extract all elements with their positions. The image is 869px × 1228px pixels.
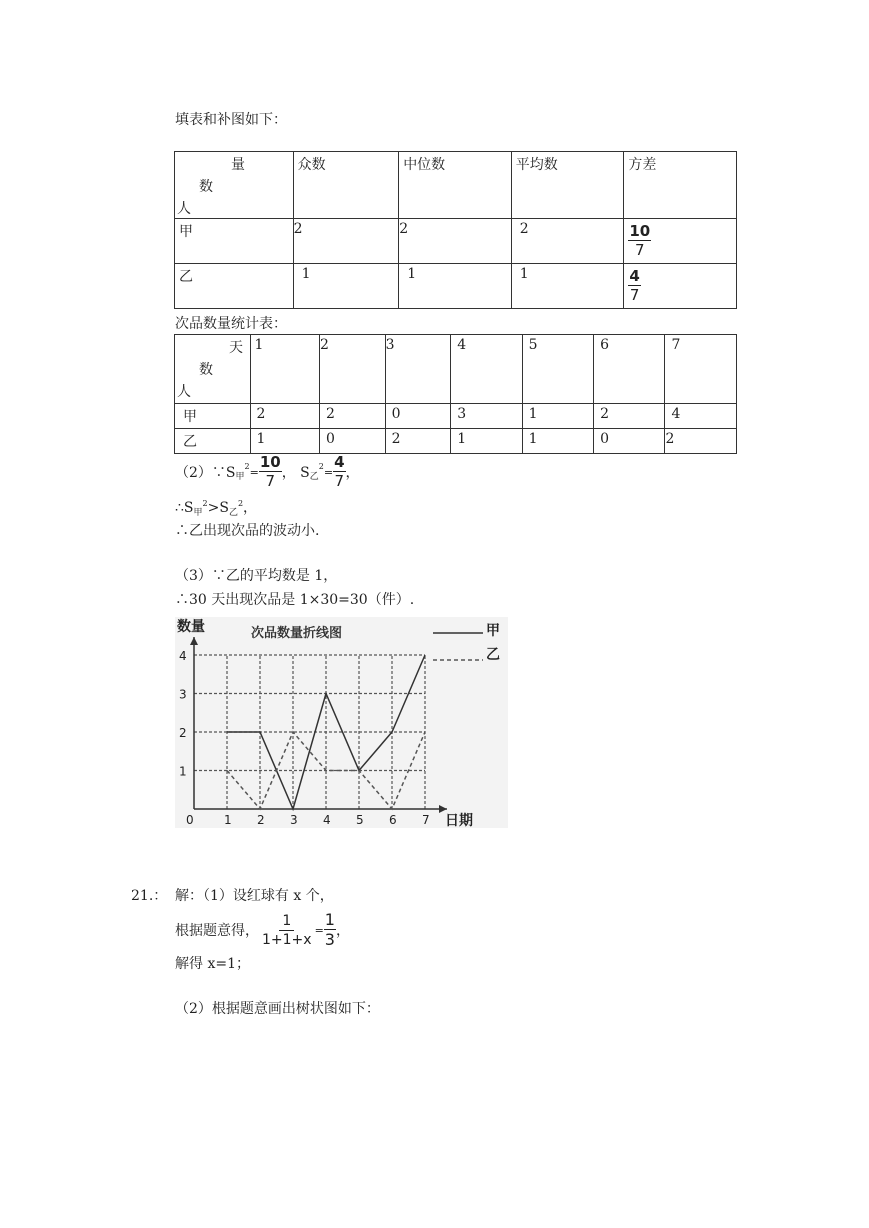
y-axis-label: 数量 (177, 619, 205, 635)
day-header: 7 (665, 335, 737, 404)
day-header: 5 (522, 335, 593, 404)
part2-line1: （2）∵S 甲 2 = $\frac{10}{7}$ ， S 乙 2 = $\frac{4}{7}$ ， (175, 453, 360, 490)
q21-number: 21.： (131, 888, 168, 904)
legend-label-jia: 甲 (486, 623, 500, 639)
table-row (175, 264, 737, 309)
cell-count: 4 (665, 404, 737, 429)
q21-line2: 根据题意得， $\frac{1}{1+1+x}$ = $\frac{1}{3}$ ， (175, 910, 350, 949)
legend-label-yi: 乙 (486, 647, 500, 663)
part3-line2: ∴30 天出现次品是 1×30=30（件）. (175, 592, 415, 608)
corner-label-top: 量 (231, 157, 245, 173)
cell-mode: 1 (293, 264, 399, 309)
x-tick-label: 1 (224, 813, 232, 827)
x-tick-label: 4 (323, 813, 331, 827)
part3-line1: （3）∵乙的平均数是 1， (175, 568, 338, 584)
cell-count: 3 (451, 404, 522, 429)
cell-count: 0 (594, 429, 665, 454)
chart-axes (190, 637, 447, 813)
corner-label-bot: 人 (177, 201, 191, 217)
count-table (174, 334, 737, 454)
cell-count: 0 (385, 404, 451, 429)
row-name: 甲 (175, 219, 294, 264)
row-name: 乙 (175, 429, 251, 454)
corner-label-bot: 人 (177, 384, 191, 400)
x-tick-label: 3 (290, 813, 298, 827)
cell-count: 1 (522, 404, 593, 429)
cell-median: 1 (399, 264, 512, 309)
stats-table (174, 151, 737, 309)
col-header-variance: 方差 (624, 152, 737, 219)
stats-corner-cell (175, 152, 294, 219)
y-tick-label: 4 (179, 649, 187, 663)
corner-label-top: 天 (229, 340, 243, 356)
day-header: 6 (594, 335, 665, 404)
cell-count: 1 (451, 429, 522, 454)
cell-count: 2 (594, 404, 665, 429)
x-tick-label: 5 (356, 813, 364, 827)
cell-mean: 1 (511, 264, 624, 309)
part2-line2: $\therefore S_甲^2>S_乙^2$， (175, 499, 258, 518)
table-row (175, 404, 737, 429)
table-row (175, 429, 737, 454)
q21-line3: 解得 x=1； (175, 956, 250, 972)
x-tick-label: 7 (422, 813, 430, 827)
cell-count: 2 (320, 404, 386, 429)
count-table-title: 次品数量统计表： (175, 316, 287, 332)
q21-line4: （2）根据题意画出树状图如下： (175, 1001, 380, 1017)
cell-count: 1 (522, 429, 593, 454)
y-tick-label: 1 (179, 764, 187, 779)
x-tick-label: 2 (257, 813, 265, 827)
part2-line3: ∴乙出现次品的波动小. (175, 523, 320, 539)
cell-variance: $\frac{10}{7}$ (624, 219, 737, 264)
intro-text: 填表和补图如下： (175, 112, 287, 128)
cell-variance: $\frac{4}{7}$ (624, 264, 737, 309)
col-header-mean: 平均数 (511, 152, 624, 219)
day-header: 4 (451, 335, 522, 404)
cell-count: 0 (320, 429, 386, 454)
y-tick-label: 2 (179, 726, 187, 740)
y-axis-arrow-icon (190, 637, 198, 645)
cell-mean: 2 (511, 219, 624, 264)
chart-title: 次品数量折线图 (251, 626, 343, 641)
table-row (175, 219, 737, 264)
x-axis-label: 日期 (445, 813, 473, 828)
count-corner-cell (175, 335, 251, 404)
col-header-mode: 众数 (293, 152, 399, 219)
day-header: 2 (320, 335, 386, 404)
day-header: 1 (250, 335, 319, 404)
cell-median: 2 (399, 219, 512, 264)
x-tick-label: 6 (389, 813, 397, 827)
row-name: 甲 (175, 404, 251, 429)
defect-line-chart (175, 617, 508, 828)
cell-mode: 2 (293, 219, 399, 264)
row-name: 乙 (175, 264, 294, 309)
y-tick-label: 3 (179, 687, 187, 702)
cell-count: 2 (665, 429, 737, 454)
q21-line1: 解：（1）设红球有 x 个， (175, 888, 334, 904)
x-axis-arrow-icon (439, 805, 447, 813)
corner-label-mid: 数 (199, 179, 213, 195)
chart-svg (175, 617, 508, 828)
day-header: 3 (385, 335, 451, 404)
col-header-median: 中位数 (399, 152, 512, 219)
cell-count: 1 (250, 429, 319, 454)
cell-count: 2 (250, 404, 319, 429)
cell-count: 2 (385, 429, 451, 454)
corner-label-mid: 数 (199, 362, 213, 378)
x-tick-label: 0 (186, 813, 194, 827)
